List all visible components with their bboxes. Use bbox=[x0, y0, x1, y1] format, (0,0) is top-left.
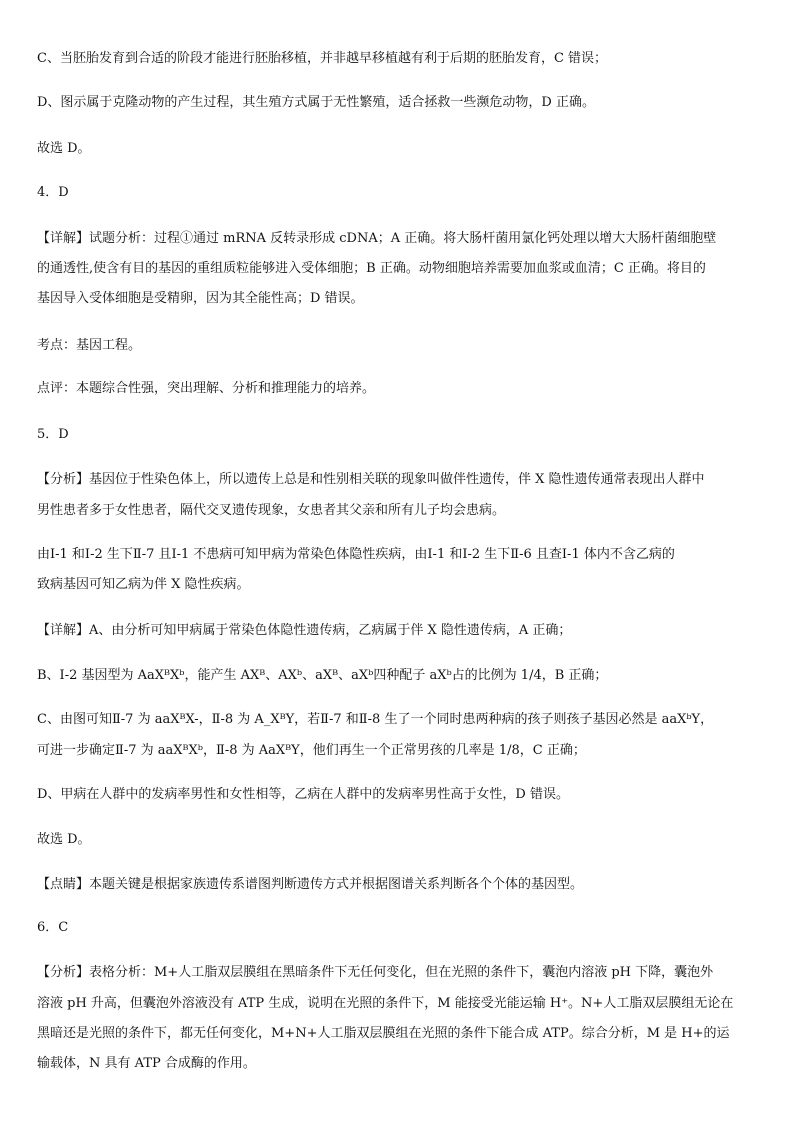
text-line: 故选 D。 bbox=[37, 832, 91, 847]
text-line: 【详解】A、由分析可知甲病属于常染色体隐性遗传病，乙病属于伴 X 隐性遗传病，A 正确； bbox=[37, 623, 572, 638]
text-line: 的通透性,使含有目的基因的重组质粒能够进入受体细胞；B 正确。动物细胞培养需要加血浆或血清；C 正确。将目的 bbox=[37, 261, 706, 276]
text-line: 考点：基因工程。 bbox=[37, 338, 142, 353]
text-line: 黑暗还是光照的条件下，都无任何变化，M+N+人工脂双层膜组在光照的条件下能合成 ATP。综合分析，M 是 H+的运 bbox=[37, 1026, 730, 1041]
text-line: B、Ⅰ-2 基因型为 AaXᴮXᵇ，能产生 AXᴮ、AXᵇ、aXᴮ、aXᵇ四种配子 aXᵇ占的比例为 1/4，B 正确； bbox=[37, 668, 608, 683]
text-line: 【分析】基因位于性染色体上，所以遗传上总是和性别相关联的现象叫做伴性遗传，伴 X 隐性遗传通常表现出人群中 bbox=[37, 472, 705, 487]
text-line: 【详解】试题分析：过程①通过 mRNA 反转录形成 cDNA；A 正确。将大肠杆菌用氯化钙处理以增大大肠杆菌细胞壁 bbox=[37, 231, 717, 246]
question-number: 5．D bbox=[37, 427, 69, 442]
question-number: 6．C bbox=[37, 920, 69, 935]
text-line: 致病基因可知乙病为伴 X 隐性疾病。 bbox=[37, 577, 250, 592]
text-line: 基因导入受体细胞是受精卵，因为其全能性高；D 错误。 bbox=[37, 291, 364, 306]
text-line: 点评：本题综合性强，突出理解、分析和推理能力的培养。 bbox=[37, 381, 376, 396]
text-line: C、当胚胎发育到合适的阶段才能进行胚胎移植，并非越早移植越有利于后期的胚胎发育，C 错误； bbox=[37, 51, 608, 66]
text-line: 输载体，N 具有 ATP 合成酶的作用。 bbox=[37, 1056, 256, 1071]
text-line: 故选 D。 bbox=[37, 141, 91, 156]
text-line: 【点睛】本题关键是根据家族遗传系谱图判断遗传方式并根据图谱关系判断各个个体的基因型。 bbox=[37, 877, 584, 892]
text-line: 【分析】表格分析：M+人工脂双层膜组在黑暗条件下无任何变化，但在光照的条件下，囊泡内溶液 pH 下降，囊泡外 bbox=[37, 965, 714, 980]
text-line: 男性患者多于女性患者，隔代交叉遗传现象，女患者其父亲和所有儿子均会患病。 bbox=[37, 503, 506, 518]
question-number: 4．D bbox=[37, 185, 69, 200]
text-line: 可进一步确定Ⅱ-7 为 aaXᴮXᵇ，Ⅱ-8 为 AaXᴮY，他们再生一个正常男孩的几率是 1/8，C 正确； bbox=[37, 743, 586, 758]
text-line: 溶液 pH 升高，但囊泡外溶液没有 ATP 生成，说明在光照的条件下，M 能接受光能运输 H⁺。N+人工脂双层膜组无论在 bbox=[37, 996, 734, 1011]
text-line: 由Ⅰ-1 和Ⅰ-2 生下Ⅱ-7 且Ⅰ-1 不患病可知甲病为常染色体隐性疾病，由Ⅰ-1 和Ⅰ-2 生下Ⅱ-6 且查Ⅰ-1 体内不含乙病的 bbox=[37, 547, 675, 562]
text-line: C、由图可知Ⅱ-7 为 aaXᴮX-，Ⅱ-8 为 A_XᴮY，若Ⅱ-7 和Ⅱ-8 生了一个同时患两种病的孩子则孩子基因必然是 aaXᵇY， bbox=[37, 712, 714, 727]
text-line: D、甲病在人群中的发病率男性和女性相等，乙病在人群中的发病率男性高于女性，D 错误。 bbox=[37, 787, 569, 802]
text-line: D、图示属于克隆动物的产生过程，其生殖方式属于无性繁殖，适合拯救一些濒危动物，D 正确。 bbox=[37, 95, 595, 110]
